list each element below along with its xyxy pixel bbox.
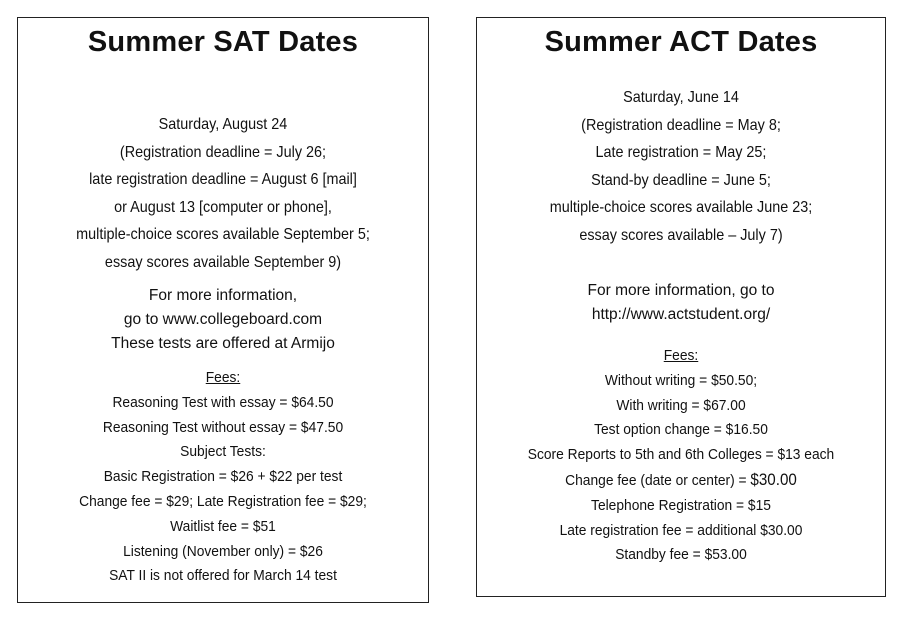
sat-fee-line: Listening (November only) = $26 [123, 542, 323, 560]
act-dates [497, 84, 864, 249]
act-date-line: Late registration = May 25; [595, 144, 767, 161]
act-change-fee-line [493, 468, 868, 494]
act-fee-line: Telephone Registration = $15 [591, 496, 771, 514]
act-date-line: essay scores available – July 7) [579, 226, 783, 244]
sat-fees-heading: Fees: [205, 369, 241, 386]
act-fees [493, 344, 868, 568]
sat-fee-line: Basic Registration = $26 + $22 per test [103, 468, 343, 486]
sat-title: Summer SAT Dates [87, 26, 359, 58]
sat-fee-line: SAT II is not offered for March 14 test [109, 567, 337, 585]
sat-fee-line: Reasoning Test without essay = $47.50 [102, 418, 344, 436]
act-fee-line: Score Reports to 5th and 6th Colleges = $13 each [527, 446, 835, 464]
act-panel [476, 17, 886, 597]
act-fee-line: Standby fee = $53.00 [615, 546, 747, 564]
sat-info [18, 284, 428, 356]
sat-dates [39, 111, 408, 276]
sat-fees [34, 366, 411, 589]
act-fee-line: Without writing = $50.50; [604, 371, 758, 389]
sat-info-line: For more information, [148, 287, 298, 304]
act-fee-line: Late registration fee = additional $30.00 [559, 521, 803, 539]
act-date-line: Stand-by deadline = June 5; [591, 171, 771, 189]
act-fees-heading: Fees: [663, 347, 699, 364]
act-fee-line: Test option change = $16.50 [594, 421, 768, 439]
act-info-line: For more information, go to [587, 282, 775, 299]
sat-fee-line: Subject Tests: [180, 443, 266, 461]
act-title: Summer ACT Dates [544, 26, 818, 58]
act-fee-line: With writing = $67.00 [616, 396, 746, 414]
act-info [477, 279, 885, 327]
sat-date-line: late registration deadline = August 6 [mail] [89, 171, 357, 188]
act-change-fee-amount: $30.00 [750, 470, 797, 489]
sat-info-line: These tests are offered at Armijo [111, 335, 335, 352]
sat-panel [17, 17, 429, 603]
sat-website-link[interactable]: go to www.collegeboard.com [123, 311, 323, 328]
act-date-line: (Registration deadline = May 8; [581, 116, 781, 134]
act-website-link[interactable]: http://www.actstudent.org/ [591, 306, 771, 323]
sat-date-line: Saturday, August 24 [158, 116, 288, 133]
act-change-fee-label: Change fee (date or center) = [565, 471, 751, 489]
act-date-line: Saturday, June 14 [623, 89, 739, 106]
sat-fee-line: Reasoning Test with essay = $64.50 [112, 393, 334, 411]
sat-date-line: or August 13 [computer or phone], [114, 198, 332, 216]
sat-fee-line: Change fee = $29; Late Registration fee = $29; [79, 492, 367, 510]
act-date-line: multiple-choice scores available June 23; [549, 199, 813, 216]
sat-date-line: (Registration deadline = July 26; [119, 143, 327, 161]
sat-fee-line: Waitlist fee = $51 [170, 517, 276, 535]
sat-date-line: essay scores available September 9) [104, 253, 342, 271]
sat-date-line: multiple-choice scores available September 5; [76, 226, 370, 243]
